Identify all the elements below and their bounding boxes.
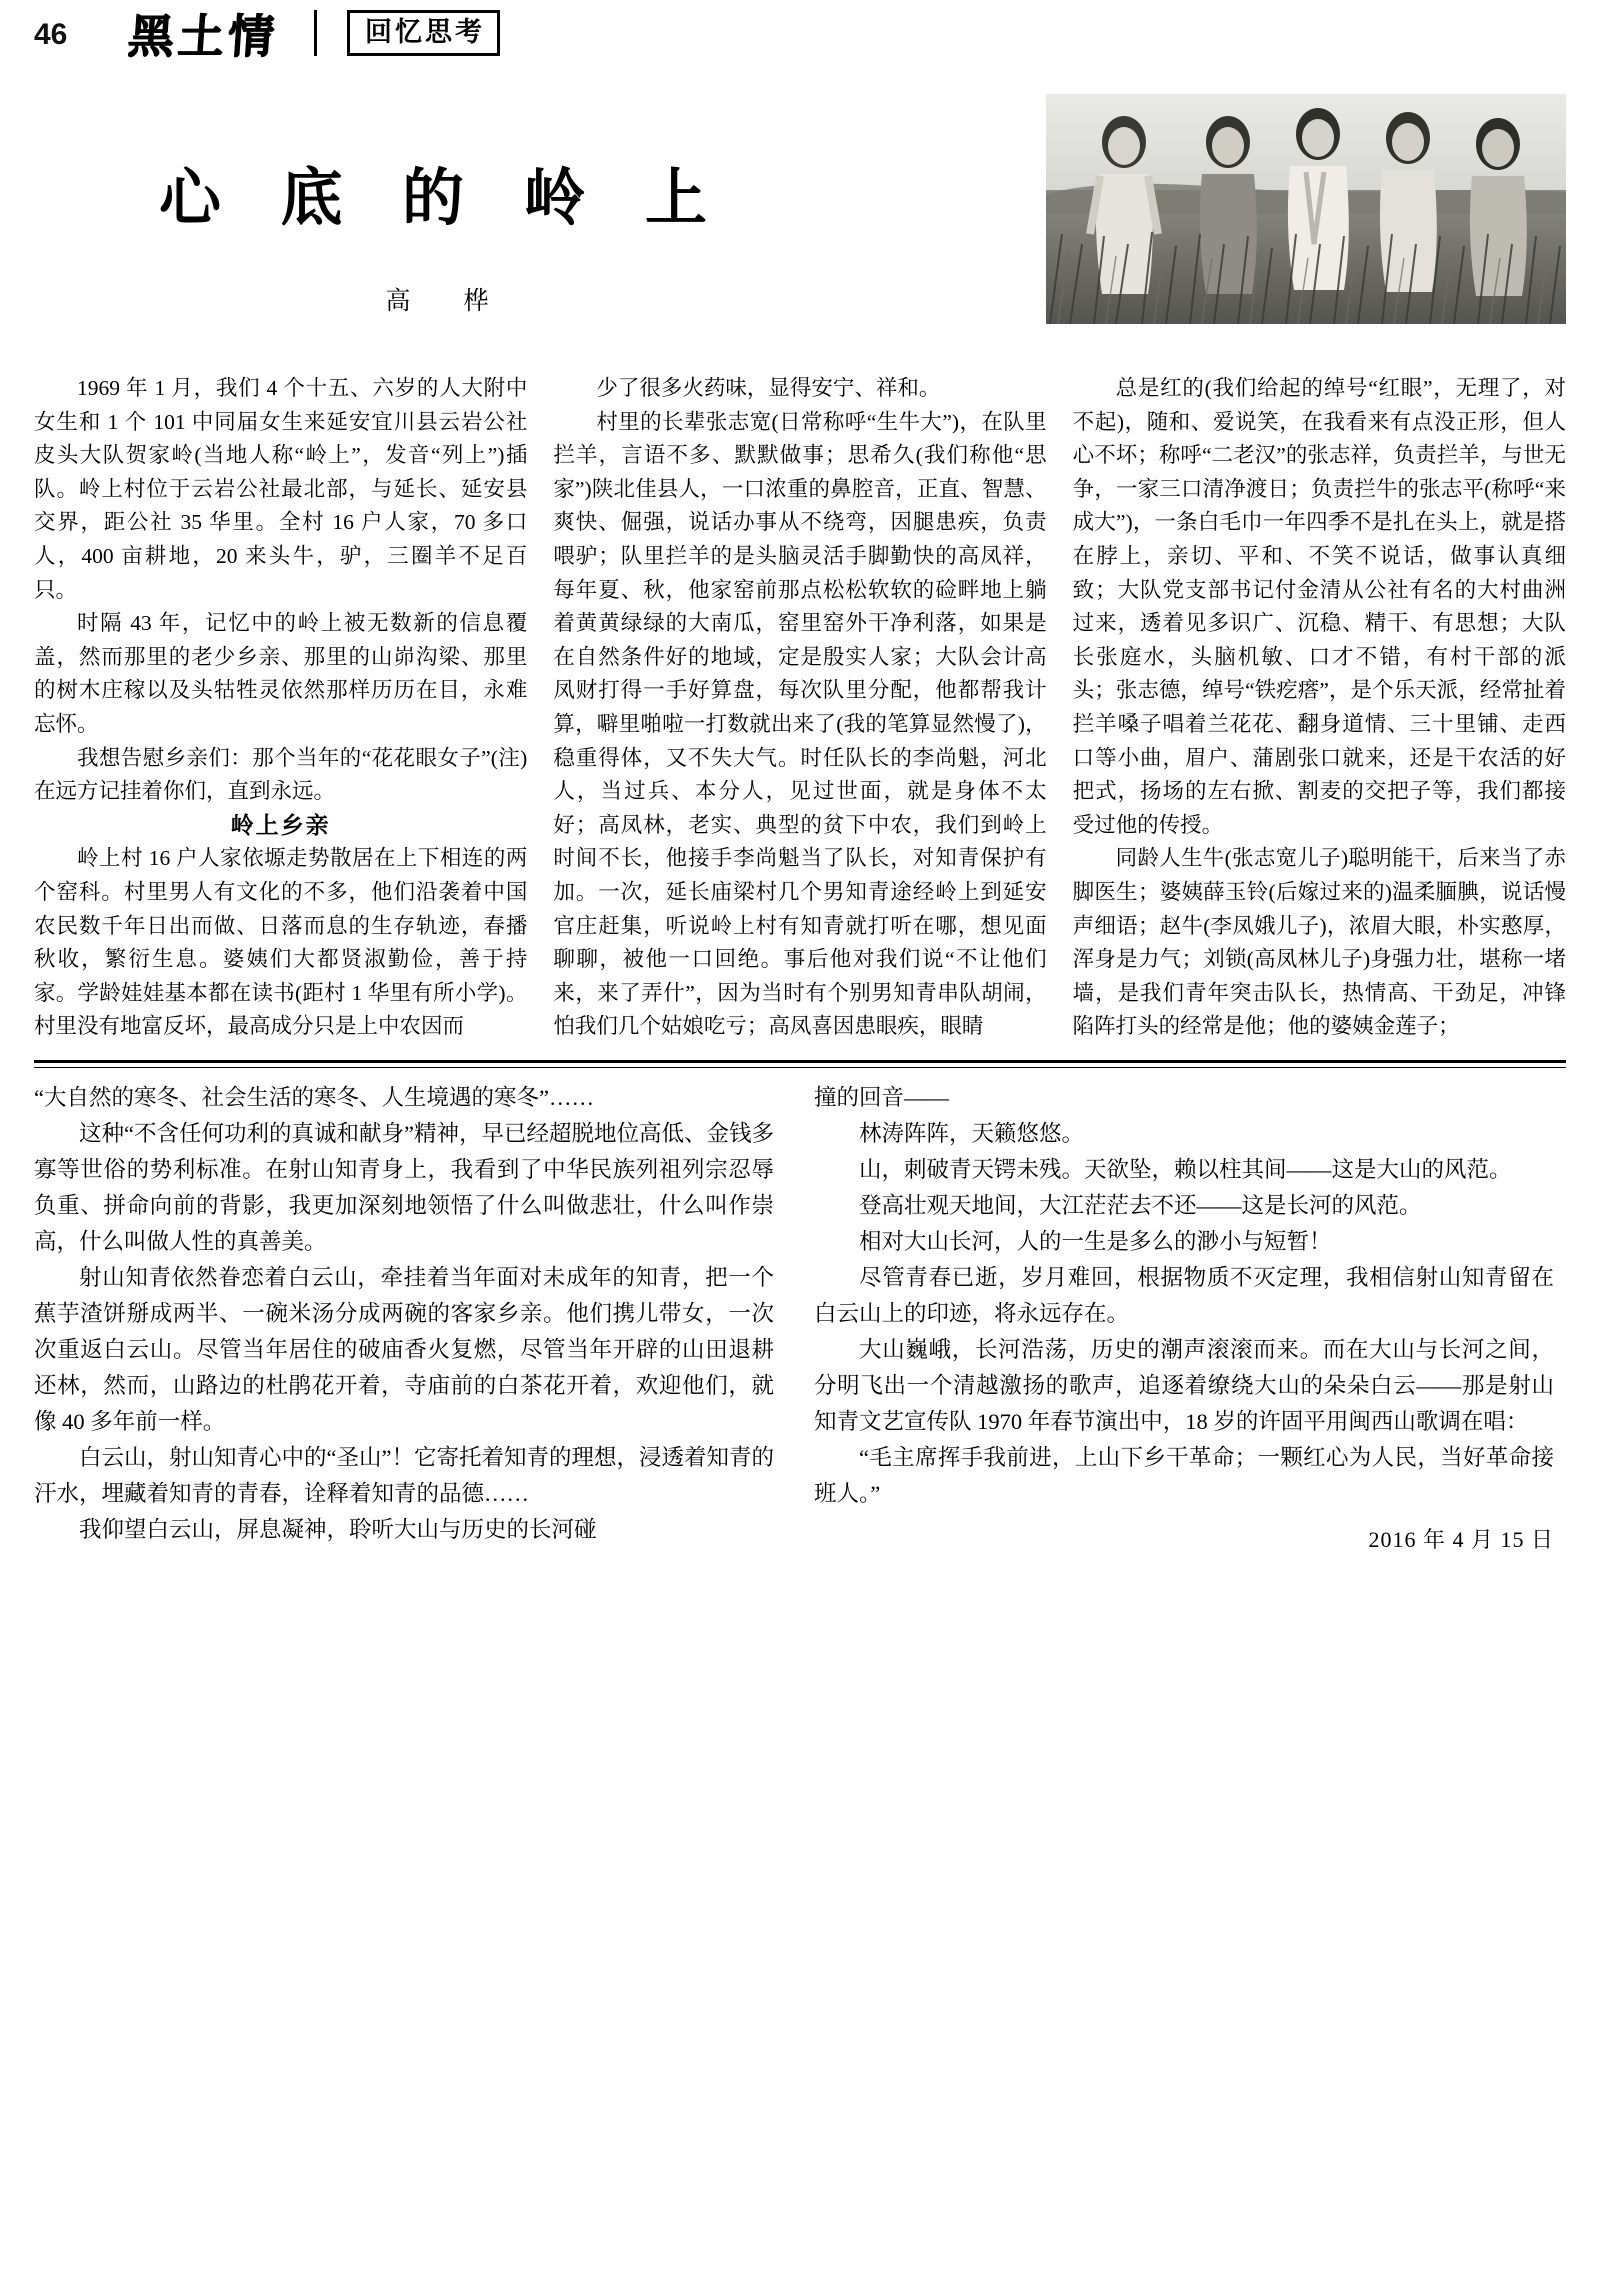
article-photo — [1046, 94, 1566, 324]
paragraph: 大山巍峨，长河浩荡，历史的潮声滚滚而来。而在大山与长河之间，分明飞出一个清越激扬的歌声，追逐着缭绕大山的朵朵白云——那是射山知青文艺宣传队 1970 年春节演出中，18 岁的许固平用闽西山歌调在唱： — [814, 1336, 1554, 1434]
article-author: 高 桦 — [385, 288, 503, 315]
section-tag: 回忆思考 — [347, 10, 500, 56]
masthead — [34, 0, 1566, 66]
paragraph: 村里的长辈张志宽(日常称呼“生牛大”)，在队里拦羊，言语不多、默默做事；思希久(我们称他“思家”)陕北佳县人，一口浓重的鼻腔音，正直、智慧、爽快、倔强，说话办事从不绕弯，因腿患疾，负责喂驴；队里拦羊的是头脑灵活手脚勤快的高凤祥，每年夏、秋，他家窑前那点松松软软的硷畔地上躺着黄黄绿绿的大南瓜，窑里窑外干净利落，如果是在自然条件好的地域，定是殷实人家；大队会计高凤财打得一手好算盘，每次队里分配，他都帮我计算，噼里啪啦一打数就出来了(我的笔算显然慢了)，稳重得体，又不失大气。时任队长的李尚魁，河北人，当过兵、本分人，见过世面，就是身体不太好；高凤林，老实、典型的贫下中农，我们到岭上时间不长，他接手李尚魁当了队长，对知青保护有加。一次，延长庙梁村几个男知青途经岭上到延安官庄赶集，听说岭上村有知青就打听在哪，想见面聊聊，被他一口回绝。事后他对我们说“不让他们来，来了弄什”，因为当时有个别男知青串队胡闹，怕我们几个姑娘吃亏；高凤喜因患眼疾，眼睛 — [553, 409, 1047, 1039]
magazine-logo: 黑土情 — [125, 11, 280, 62]
lower-column-1 — [34, 1080, 774, 1558]
column-3 — [1073, 372, 1566, 1044]
paragraph: 林涛阵阵，天籁悠悠。 — [859, 1120, 1085, 1146]
paragraph: 白云山，射山知青心中的“圣山”！它寄托着知青的理想，浸透着知青的汗水，埋藏着知青的青春，诠释着知青的品德…… — [34, 1444, 774, 1506]
section-subhead: 岭上乡亲 — [230, 812, 331, 838]
paragraph: 登高壮观天地间，大江茫茫去不还——这是长河的风范。 — [859, 1192, 1422, 1218]
column-2 — [553, 372, 1046, 1044]
paragraph: 同龄人生牛(张志宽儿子)聪明能干，后来当了赤脚医生；婆姨薛玉铃(后嫁过来的)温柔腼腆，说话慢声细语；赵牛(李凤娥儿子)，浓眉大眼，朴实憨厚，浑身是力气；刘锁(高凤林儿子)身强力壮，堪称一堵墙，是我们青年突击队长，热情高、干劲足，冲锋陷阵打头的经常是他；他的婆姨金莲子； — [1072, 846, 1566, 1039]
publication-date: 2016 年 4 月 15 日 — [1368, 1526, 1554, 1552]
paragraph: 尽管青春已逝，岁月难回，根据物质不灭定理，我相信射山知青留在白云山上的印迹，将永远存在。 — [814, 1264, 1554, 1326]
paragraph: 山，刺破青天锷未残。天欲坠，赖以柱其间——这是大山的风范。 — [859, 1156, 1512, 1182]
paragraph: 少了很多火药味，显得安宁、祥和。 — [596, 376, 941, 400]
paragraph: 1969 年 1 月，我们 4 个十五、六岁的人大附中女生和 1 个 101 中同届女生来延安宜川县云岩公社皮头大队贺家岭(当地人称“岭上”，发音“列上”)插队。岭上村位于云岩公社最北部，与延长、延安县交界，距公社 35 华里。全村 16 户人家，70 多口人，400 亩耕地，20 来头牛，驴，三圈羊不足百只。 — [34, 376, 528, 602]
paragraph: 我想告慰乡亲们：那个当年的“花花眼女子”(注)在远方记挂着你们，直到永远。 — [34, 745, 528, 804]
masthead-divider — [314, 10, 317, 56]
title-and-photo-area — [34, 66, 1566, 366]
paragraph: 相对大山长河，人的一生是多么的渺小与短暂！ — [859, 1228, 1332, 1254]
lower-column-2 — [814, 1080, 1554, 1558]
paragraph: “毛主席挥手我前进，上山下乡干革命；一颗红心为人民，当好革命接班人。” — [814, 1444, 1554, 1506]
upper-article-columns — [34, 372, 1566, 1044]
paragraph: “大自然的寒冬、社会生活的寒冬、人生境遇的寒冬”…… — [34, 1084, 594, 1110]
paragraph: 撞的回音—— — [814, 1084, 950, 1110]
paragraph: 时隔 43 年，记忆中的岭上被无数新的信息覆盖，然而那里的老少乡亲、那里的山峁沟梁、那里的树木庄稼以及头牯牲灵依然那样历历在目，永难忘怀。 — [34, 611, 528, 736]
paragraph: 总是红的(我们给起的绰号“红眼”，无理了，对不起)，随和、爱说笑，在我看来有点没正形，但人心不坏；称呼“二老汉”的张志祥，负责拦羊，与世无争，一家三口清净渡日；负责拦牛的张志平(称呼“来成大”)，一条白毛巾一年四季不是扎在头上，就是搭在脖上，亲切、平和、不笑不说话，做事认真细致；大队党支部书记付金清从公社有名的大村曲洲过来，透着见多识广、沉稳、精干、有思想；大队长张庭水，头脑机敏、口才不错，有村干部的派头；张志德，绰号“铁疙瘩”，是个乐天派，经常扯着拦羊嗓子唱着兰花花、翻身道情、三十里铺、走西口等小曲，眉户、蒲剧张口就来，还是干农活的好把式，扬场的左右掀、割麦的交把子等，我们都接受过他的传授。 — [1072, 376, 1566, 837]
photo-illustration — [1046, 94, 1566, 324]
paragraph: 射山知青依然眷恋着白云山，牵挂着当年面对未成年的知青，把一个蕉芋渣饼掰成两半、一碗米汤分成两碗的客家乡亲。他们携儿带女，一次次重返白云山。尽管当年居住的破庙香火复燃，尽管当年开辟的山田退耕还林，然而，山路边的杜鹃花开着，寺庙前的白茶花开着，欢迎他们，就像 40 多年前一样。 — [34, 1264, 774, 1434]
column-1 — [34, 372, 527, 1044]
paragraph: 我仰望白云山，屏息凝神，聆听大山与历史的长河碰 — [79, 1516, 597, 1542]
paragraph: 岭上村 16 户人家依塬走势散居在上下相连的两个窑科。村里男人有文化的不多，他们沿袭着中国农民数千年日出而做、日落而息的生存轨迹，春播秋收，繁衍生息。婆姨们大都贤淑勤俭，善于持家。学龄娃娃基本都在读书(距村 1 华里有所小学)。村里没有地富反坏，最高成分只是上中农因而 — [34, 846, 528, 1039]
paragraph: 这种“不含任何功利的真诚和献身”精神，早已经超脱地位高低、金钱多寡等世俗的势利标准。在射山知青身上，我看到了中华民族列祖列宗忍辱负重、拼命向前的背影，我更加深刻地领悟了什么叫做悲壮，什么叫作崇高，什么叫做人性的真善美。 — [34, 1120, 774, 1254]
title-zone — [94, 148, 794, 317]
lower-article-columns — [34, 1080, 1566, 1558]
article-title: 心 底 的 岭 上 — [158, 165, 729, 233]
page-number: 46 — [34, 18, 68, 51]
section-divider — [34, 1060, 1566, 1068]
